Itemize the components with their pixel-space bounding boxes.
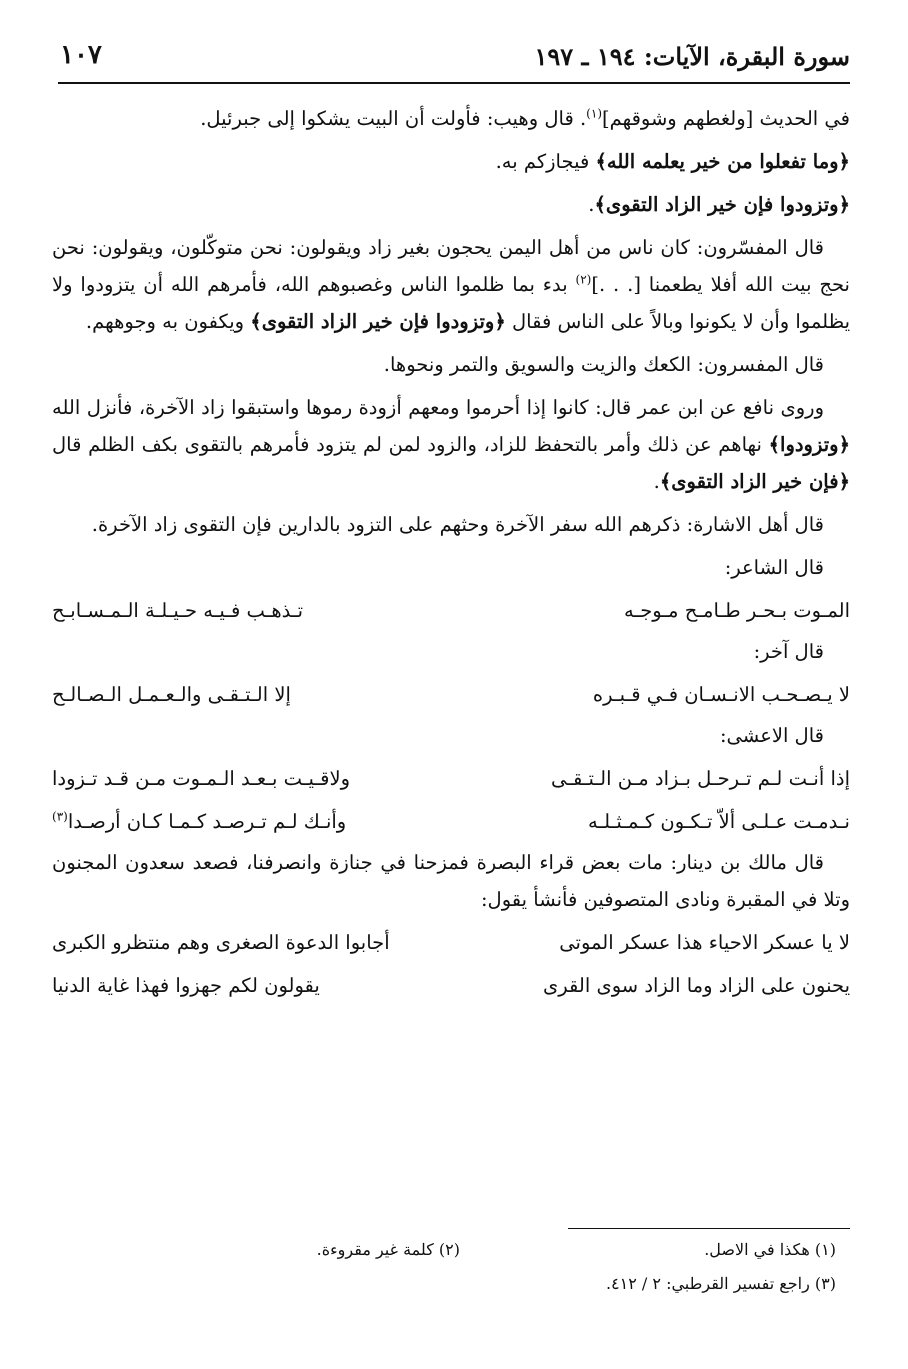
verse-intro: قال الشاعر:: [724, 556, 824, 579]
text-run: ويكفون به وجوههم.: [85, 310, 251, 333]
quran-quote: ﴿وتزودوا﴾: [768, 433, 850, 456]
header-rule: [58, 82, 850, 84]
page-header: [60, 38, 850, 78]
verse-second-hemistich: ولاقـيـت بـعـد الـمـوت مـن قـد تـزودا: [52, 767, 350, 790]
paragraph: [52, 100, 850, 137]
footnote-1: (١) هكذا في الاصل.: [704, 1240, 836, 1259]
text-run: .: [653, 470, 660, 493]
running-title: سورة البقرة، الآيات: ١٩٤ ـ ١٩٧: [534, 42, 850, 71]
paragraph: [52, 229, 850, 340]
text-run: قال المفسّرون: كان ناس من أهل اليمن يحجون بغير زاد ويقولون: نحن متوكّلون، ويقولون: نحن نحج بيت الله أفلا يطعمنا [. . .]: [52, 236, 850, 296]
quran-quote: ﴿وما تفعلوا من خير يعلمه الله﴾: [595, 150, 850, 173]
verse-first-hemistich: المـوت بـحـر طـامـح مـوجـه: [624, 599, 850, 622]
footnote-rule: [568, 1228, 850, 1229]
verse-intro: قال الاعشى:: [719, 724, 824, 747]
verse-second-hemistich: تـذهـب فـيـه حـيـلـة الـمـسـابـح: [52, 599, 304, 622]
paragraph: قال مالك بن دينار: مات بعض قراء البصرة فمزحنا في جنازة وانصرفنا، فصعد سعدون المجنون وتلا في المقبرة ونادى المتصوفين فأنشأ يقول:: [52, 851, 850, 911]
verse-second-hemistich: يقولون لكم جهزوا فهذا غاية الدنيا: [52, 974, 320, 997]
footnote-ref: (٢): [575, 272, 592, 287]
text-run: في الحديث [ولغطهم وشوقهم]: [602, 107, 850, 130]
paragraph: قال أهل الاشارة: ذكرهم الله سفر الآخرة وحثهم على التزود بالدارين فإن التقوى زاد الآخرة.: [91, 513, 824, 536]
verse-second-hemistich: إلا الـتـقـى والـعـمـل الـصـالـح: [52, 683, 291, 706]
text-run: نهاهم عن ذلك وأمر بالتحفظ للزاد، والزود لمن لم يتزود فأمرهم بالتقوى بكف الظلم قال: [52, 433, 769, 456]
poem-verse: [52, 924, 850, 961]
quran-quote: ﴿فإن خير الزاد التقوى﴾: [659, 470, 850, 493]
text-run: بدء بما ظلموا الناس وغصبوهم الله، فأمرهم الله أن يتزودوا ولا يظلموا وأن لا يكونوا وبالاً على الناس فقال: [52, 273, 850, 333]
poem-verse: [52, 803, 850, 840]
verse-first-hemistich: لا يا عسكر الاحياء هذا عسكر الموتى: [559, 931, 850, 954]
verse-first-hemistich: نـدمـت عـلـى ألاّ تـكـون كـمـثـلـه: [587, 810, 850, 833]
paragraph: [52, 389, 850, 500]
verse-second-hemistich: أجابوا الدعوة الصغرى وهم منتظرو الكبرى: [52, 931, 390, 954]
footnote-2: (٢) كلمة غير مقروءة.: [316, 1240, 460, 1259]
poem-verse: [52, 967, 850, 1004]
verse-first-hemistich: إذا أنـت لـم تـرحـل بـزاد مـن الـتـقـى: [551, 767, 850, 790]
page-number: ١٠٧: [60, 40, 102, 70]
quran-verse-line: [52, 143, 850, 180]
verse-second-hemistich: [52, 803, 419, 840]
text-run: .: [588, 193, 595, 216]
footnote-ref: (٣): [52, 809, 68, 824]
poem-verse: [52, 676, 850, 713]
footnote-ref: (١): [586, 106, 602, 121]
text-run: . قال وهيب: فأولت أن البيت يشكوا إلى جبرئيل.: [200, 107, 587, 130]
paragraph: قال المفسرون: الكعك والزيت والسويق والتمر ونحوها.: [383, 353, 824, 376]
quran-quote: ﴿وتزودوا فإن خير الزاد التقوى﴾: [594, 193, 850, 216]
verse-first-hemistich: يحنون على الزاد وما الزاد سوى القرى: [543, 974, 850, 997]
text-run: وروى نافع عن ابن عمر قال: كانوا إذا أحرموا ومعهم أزودة رموها واستبقوا زاد الآخرة، فأنزل الله: [52, 396, 824, 419]
text-run: وأنـك لـم تـرصـد كـمـا كـان أرصـدا: [67, 810, 347, 833]
quran-verse-line: [52, 186, 850, 223]
poem-verse: [52, 592, 850, 629]
footnote-3: (٣) راجع تفسير القرطبي: ٢ / ٤١٢.: [605, 1274, 836, 1293]
main-text: [52, 100, 850, 1008]
verse-intro: قال آخر:: [753, 640, 824, 663]
quran-quote: ﴿وتزودوا فإن خير الزاد التقوى﴾: [250, 310, 506, 333]
poem-verse: [52, 760, 850, 797]
text-run: فيجازكم به.: [495, 150, 596, 173]
verse-first-hemistich: لا يـصـحـب الانـسـان فـي قـبـره: [592, 683, 850, 706]
